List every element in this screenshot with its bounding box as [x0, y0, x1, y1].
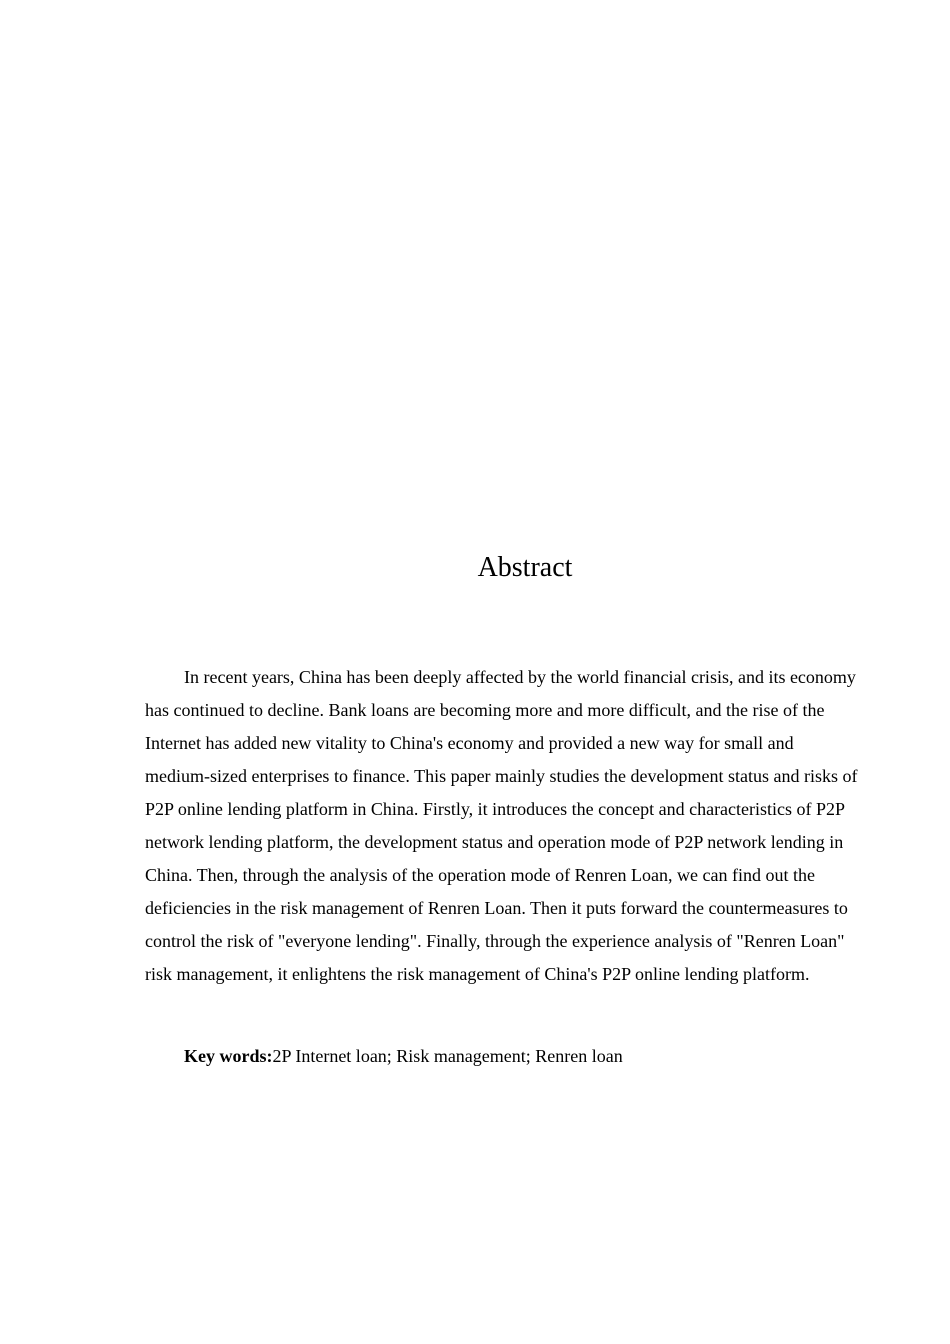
keywords-line [145, 1040, 861, 1073]
page-title: Abstract [477, 552, 573, 583]
keywords-value: 2P Internet loan; Risk management; Renren loan [272, 1046, 623, 1066]
abstract-paragraph: In recent years, China has been deeply affected by the world financial crisis, and its economy has continued to decline. Bank loans are becoming more and more difficult, and the rise of the Internet has added new vitality to China's economy and provided a new way for small and medium-sized enterprises to finance. This paper mainly studies the development status and risks of P2P online lending platform in China. Firstly, it introduces the concept and characteristics of P2P network lending platform, the development status and operation mode of P2P network lending in China. Then, through the analysis of the operation mode of Renren Loan, we can find out the deficiencies in the risk management of Renren Loan. Then it puts forward the countermeasures to control the risk of "everyone lending". Finally, through the experience analysis of "Renren Loan" risk management, it enlightens the risk management of China's P2P online lending platform. [145, 667, 858, 984]
keywords-label: Key words: [184, 1046, 273, 1066]
